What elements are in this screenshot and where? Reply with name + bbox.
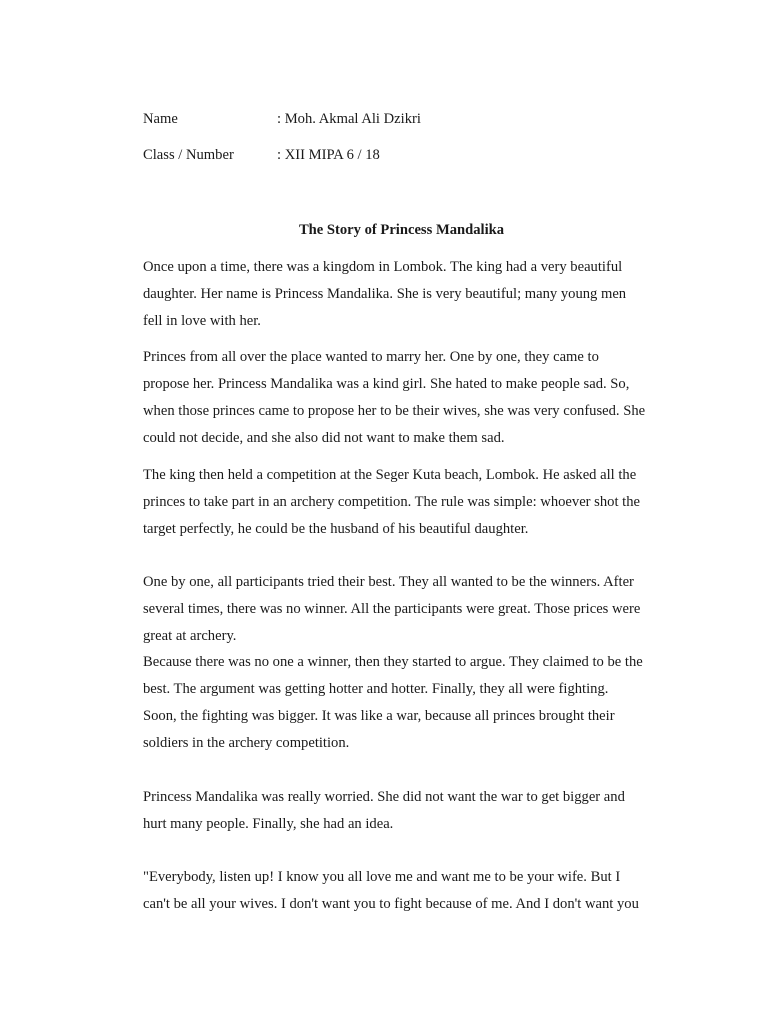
paragraph-line: soldiers in the archery competition. xyxy=(143,735,350,751)
paragraph-line: several times, there was no winner. All the participants were great. Those prices were xyxy=(143,601,641,617)
paragraph-line: princes to take part in an archery competition. The rule was simple: whoever shot the xyxy=(143,494,640,510)
paragraph-line: propose her. Princess Mandalika was a kind girl. She hated to make people sad. So, xyxy=(143,376,630,392)
paragraph-line: One by one, all participants tried their best. They all wanted to be the winners. After xyxy=(143,574,634,590)
name-value: : Moh. Akmal Ali Dzikri xyxy=(277,111,421,127)
paragraph-line: Princess Mandalika was really worried. She did not want the war to get bigger and xyxy=(143,789,625,805)
class-label: Class / Number xyxy=(143,147,234,163)
paragraph-line: hurt many people. Finally, she had an idea. xyxy=(143,816,394,832)
paragraph-line: Princes from all over the place wanted to marry her. One by one, they came to xyxy=(143,349,599,365)
paragraph-line: "Everybody, listen up! I know you all love me and want me to be your wife. But I xyxy=(143,869,621,885)
name-label: Name xyxy=(143,111,178,127)
paragraph-line: great at archery. xyxy=(143,628,237,644)
paragraph-line: best. The argument was getting hotter and hotter. Finally, they all were fighting. xyxy=(143,681,609,697)
paragraph-line: target perfectly, he could be the husband of his beautiful daughter. xyxy=(143,521,529,537)
class-value: : XII MIPA 6 / 18 xyxy=(277,147,380,163)
paragraph-line: fell in love with her. xyxy=(143,313,261,329)
paragraph-line: Once upon a time, there was a kingdom in Lombok. The king had a very beautiful xyxy=(143,259,623,275)
paragraph-line: The king then held a competition at the Seger Kuta beach, Lombok. He asked all the xyxy=(143,467,637,483)
paragraph-line: Because there was no one a winner, then they started to argue. They claimed to be the xyxy=(143,654,643,670)
paragraph-line: could not decide, and she also did not want to make them sad. xyxy=(143,430,505,446)
paragraph-line: daughter. Her name is Princess Mandalika. She is very beautiful; many young men xyxy=(143,286,627,302)
paragraph-line: when those princes came to propose her to be their wives, she was very confused. She xyxy=(143,403,646,419)
story-title: The Story of Princess Mandalika xyxy=(298,222,505,238)
paragraph-line: Soon, the fighting was bigger. It was like a war, because all princes brought their xyxy=(143,708,615,724)
paragraph-line: can't be all your wives. I don't want you to fight because of me. And I don't want you xyxy=(143,896,639,912)
